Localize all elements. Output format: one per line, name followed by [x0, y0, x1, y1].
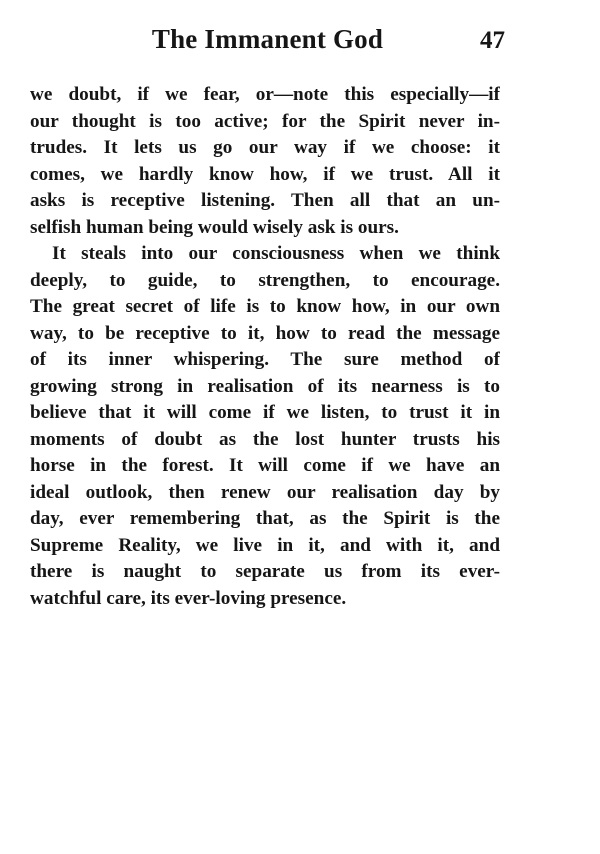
paragraph-2	[30, 241, 500, 612]
text-line: way, to be receptive to it, how to read the message	[30, 322, 500, 344]
text-line: we doubt, if we fear, or—note this especially—if	[30, 84, 500, 105]
text-line: our thought is too active; for the Spirit never in-	[30, 110, 500, 132]
paragraph-1	[30, 82, 500, 241]
text-line: asks is receptive listening. Then all that an un-	[30, 190, 500, 211]
text-line: watchful care, its ever-loving presence.	[30, 587, 347, 609]
text-line: Supreme Reality, we live in it, and with it, and	[30, 534, 500, 556]
text-line: trudes. It lets us go our way if we choose: it	[30, 137, 500, 158]
text-line: believe that it will come if we listen, to trust it in	[30, 402, 500, 423]
page-number: 47	[480, 27, 505, 54]
text-line: day, ever remembering that, as the Spirit is the	[30, 508, 500, 529]
text-line: growing strong in realisation of its nearness is to	[30, 375, 500, 397]
text-line: of its inner whispering. The sure method of	[30, 349, 500, 370]
body-text	[30, 82, 500, 612]
text-line: horse in the forest. It will come if we have an	[30, 455, 500, 476]
running-title: The Immanent God	[151, 24, 384, 54]
text-line: comes, we hardly know how, if we trust. All it	[30, 163, 500, 185]
text-line: deeply, to guide, to strengthen, to encourage.	[30, 269, 500, 291]
text-line: The great secret of life is to know how, in our own	[30, 296, 500, 317]
running-head	[30, 22, 505, 56]
text-line: there is naught to separate us from its ever-	[30, 561, 500, 582]
text-line: It steals into our consciousness when we think	[52, 243, 500, 264]
text-line: ideal outlook, then renew our realisation day by	[30, 481, 500, 503]
text-line: moments of doubt as the lost hunter trusts his	[30, 428, 500, 450]
text-line: selfish human being would wisely ask is ours.	[30, 216, 399, 238]
